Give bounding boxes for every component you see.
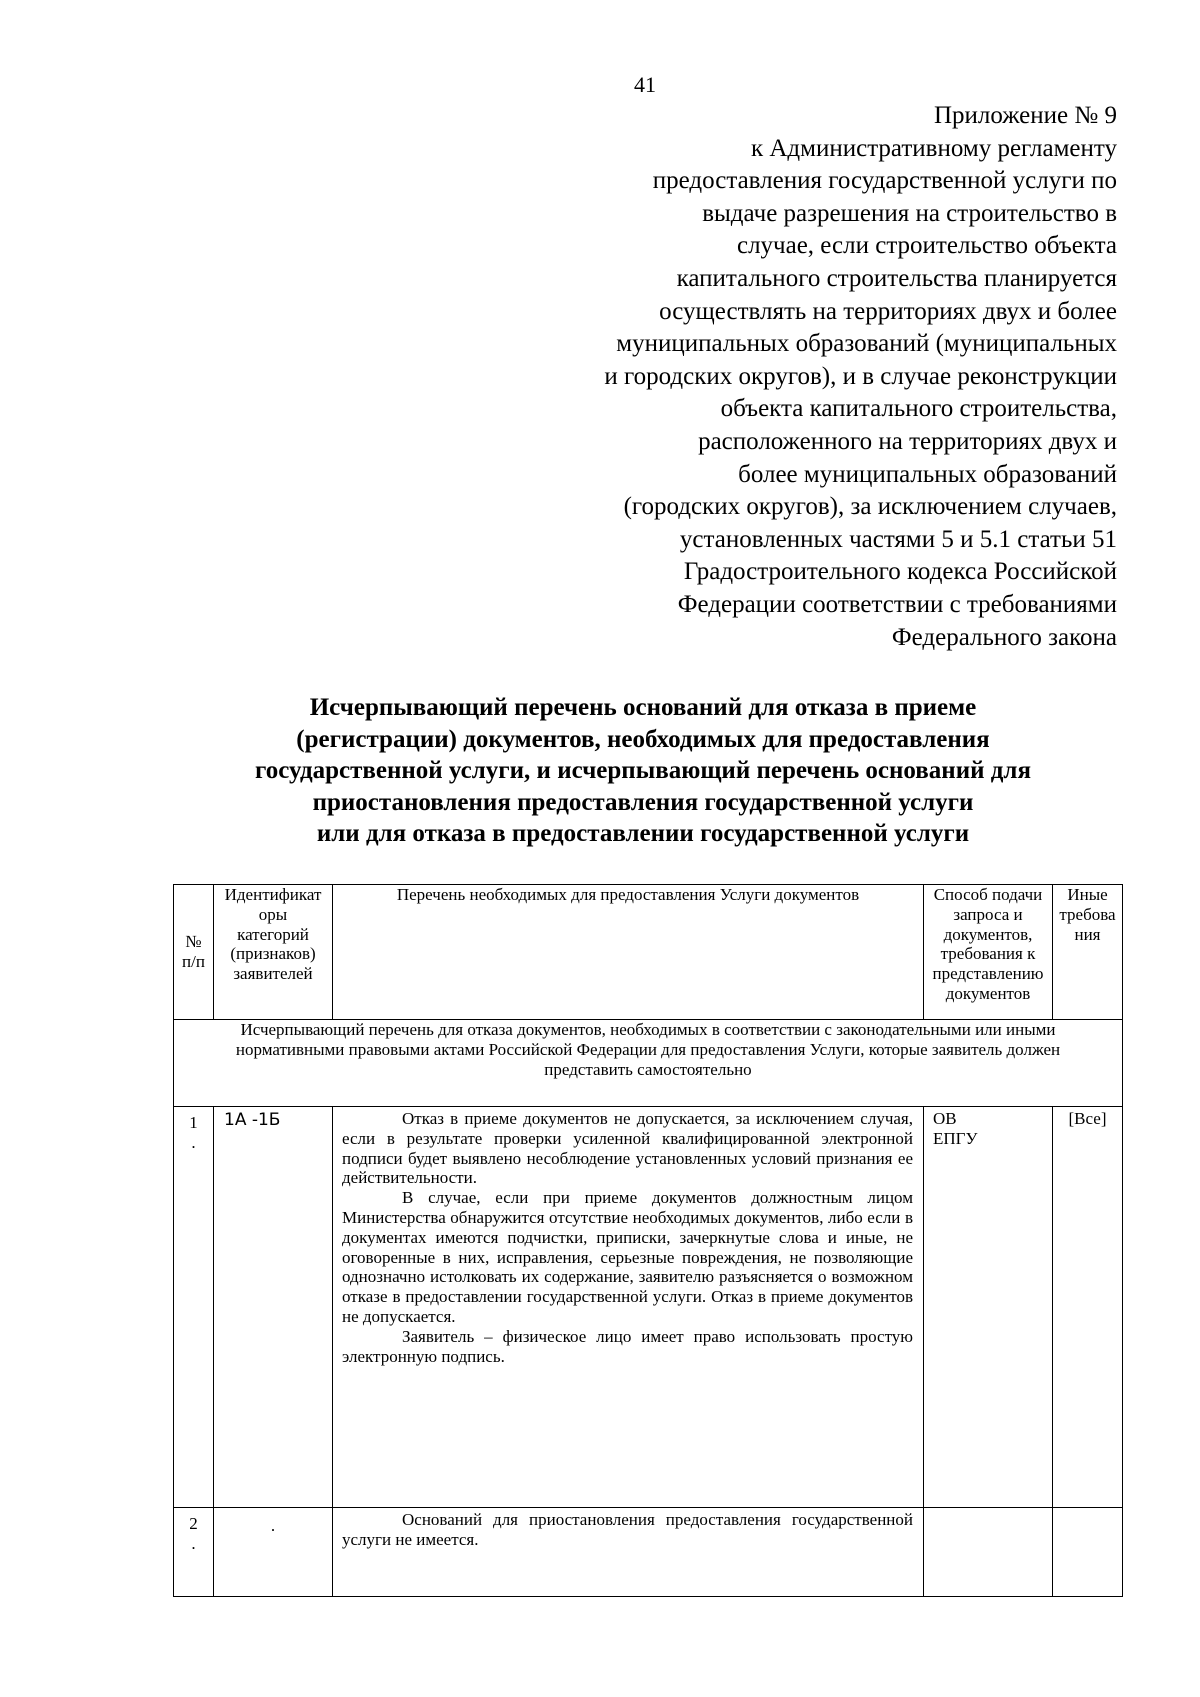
appendix-line: к Административному регламенту [750, 134, 1117, 162]
method-item: ОВ [933, 1109, 957, 1128]
section-heading [174, 1020, 1123, 1107]
row-number-value: 2 [189, 1514, 198, 1533]
header-ids [214, 885, 333, 1020]
row-paragraph: Заявитель – физическое лицо имеет право использовать простую электронную подпись. [342, 1326, 913, 1366]
header-other-line: требова [1059, 904, 1116, 924]
header-other [1053, 885, 1123, 1020]
table-header-row [174, 885, 1123, 1020]
title-line: приостановления предоставления государственной услуги [312, 788, 974, 816]
header-method-line: документов [945, 983, 1031, 1003]
row-number [174, 1508, 214, 1597]
row-method [924, 1508, 1053, 1597]
row-other [1053, 1508, 1123, 1597]
title-line: (регистрации) документов, необходимых для предоставления [296, 725, 990, 753]
appendix-line: случае, если строительство объекта [736, 232, 1117, 260]
row-ids: 1А -1Б [214, 1107, 333, 1508]
header-num-line: № [185, 932, 202, 952]
title-line: Исчерпывающий перечень оснований для отказа в приеме [309, 694, 977, 721]
header-other-line: Иные [1067, 885, 1108, 904]
appendix-line: расположенного на территориях двух и [698, 427, 1117, 455]
row-paragraph: Отказ в приеме документов не допускается, за исключением случая, если в результате проверки усиленной квалифицированной электронной подписи будет выявлено несоблюдение установленных условий признания ее действительности. [342, 1109, 913, 1188]
header-ids-line: (признаков) [230, 944, 316, 964]
table-row [174, 1107, 1123, 1508]
title-line: государственной услуги, и исчерпывающий перечень оснований для [255, 757, 1031, 784]
header-ids-line: заявителей [233, 964, 313, 984]
header-ids-line: Идентификат [224, 885, 322, 904]
header-method [924, 885, 1053, 1020]
row-paragraph: В случае, если при приеме документов должностным лицом Министерства обнаружится отсутствие необходимых документов, либо если в документах имеются подчистки, приписки, зачеркнутые слова и иные, не оговоренные в них, исправления, серьезные повреждения, не позволяющие однозначно истолковать их содержание, заявителю разъясняется о возможном отказе в предоставлении государственной услуги. Отказ в приеме документов не допускается. [342, 1188, 913, 1326]
row-other: [Все] [1053, 1107, 1123, 1508]
row-text [333, 1508, 924, 1597]
section-row [174, 1020, 1123, 1107]
document-title [150, 692, 1136, 850]
row-text [333, 1107, 924, 1508]
row-number-dot: . [191, 1533, 196, 1553]
row-number [174, 1107, 214, 1508]
appendix-line: предоставления государственной услуги по [652, 167, 1117, 195]
section-line: нормативными правовыми актами Российской Федерации для предоставления Услуги, которые заявитель должен [235, 1039, 1061, 1059]
table-row [174, 1508, 1123, 1597]
appendix-line: Федерации соответствии с требованиями [677, 590, 1117, 618]
row-ids: . [214, 1508, 333, 1597]
header-method-line: требования к [940, 944, 1036, 964]
appendix-line: выдаче разрешения на строительство в [702, 199, 1117, 227]
header-method-line: документов, [943, 924, 1033, 944]
header-num [174, 885, 214, 1020]
appendix-line: Градостроительного кодекса Российской [683, 558, 1117, 586]
grounds-table [173, 884, 1123, 1597]
title-line: или для отказа в предоставлении государственной услуги [316, 820, 970, 847]
row-method [924, 1107, 1053, 1508]
appendix-line: и городских округов), и в случае реконструкции [604, 362, 1117, 390]
appendix-line: Федерального закона [891, 623, 1117, 651]
row-paragraph: Оснований для приостановления предоставления государственной услуги не имеется. [342, 1510, 913, 1549]
appendix-line: установленных частями 5 и 5.1 статьи 51 [679, 525, 1117, 553]
appendix-line: Приложение № 9 [933, 102, 1117, 129]
row-number-value: 1 [189, 1113, 198, 1132]
appendix-line: объекта капитального строительства, [720, 395, 1117, 423]
header-num-line: п/п [182, 952, 205, 971]
appendix-block [477, 100, 1117, 654]
appendix-line: более муниципальных образований [738, 460, 1117, 488]
header-ids-line: категорий [237, 924, 309, 944]
header-method-line: Способ подачи [933, 885, 1043, 904]
page-number: 41 [634, 72, 656, 97]
method-item: ЕПГУ [933, 1128, 978, 1148]
header-docs-line: Перечень необходимых для предоставления Услуги документов [396, 885, 860, 904]
header-docs [333, 885, 924, 1020]
header-ids-line: оры [258, 904, 288, 924]
header-method-line: запроса и [953, 904, 1023, 924]
appendix-line: капитального строительства планируется [676, 264, 1117, 292]
row-number-dot: . [191, 1132, 196, 1152]
header-method-line: представлению [932, 964, 1044, 984]
appendix-line: (городских округов), за исключением случаев, [623, 493, 1117, 521]
header-other-line: ния [1074, 924, 1101, 944]
section-line: Исчерпывающий перечень для отказа документов, необходимых в соответствии с законодательными или иными [240, 1020, 1056, 1039]
section-line: представить самостоятельно [544, 1059, 752, 1079]
appendix-line: осуществлять на территориях двух и более [659, 297, 1117, 325]
appendix-line: муниципальных образований (муниципальных [616, 330, 1117, 358]
